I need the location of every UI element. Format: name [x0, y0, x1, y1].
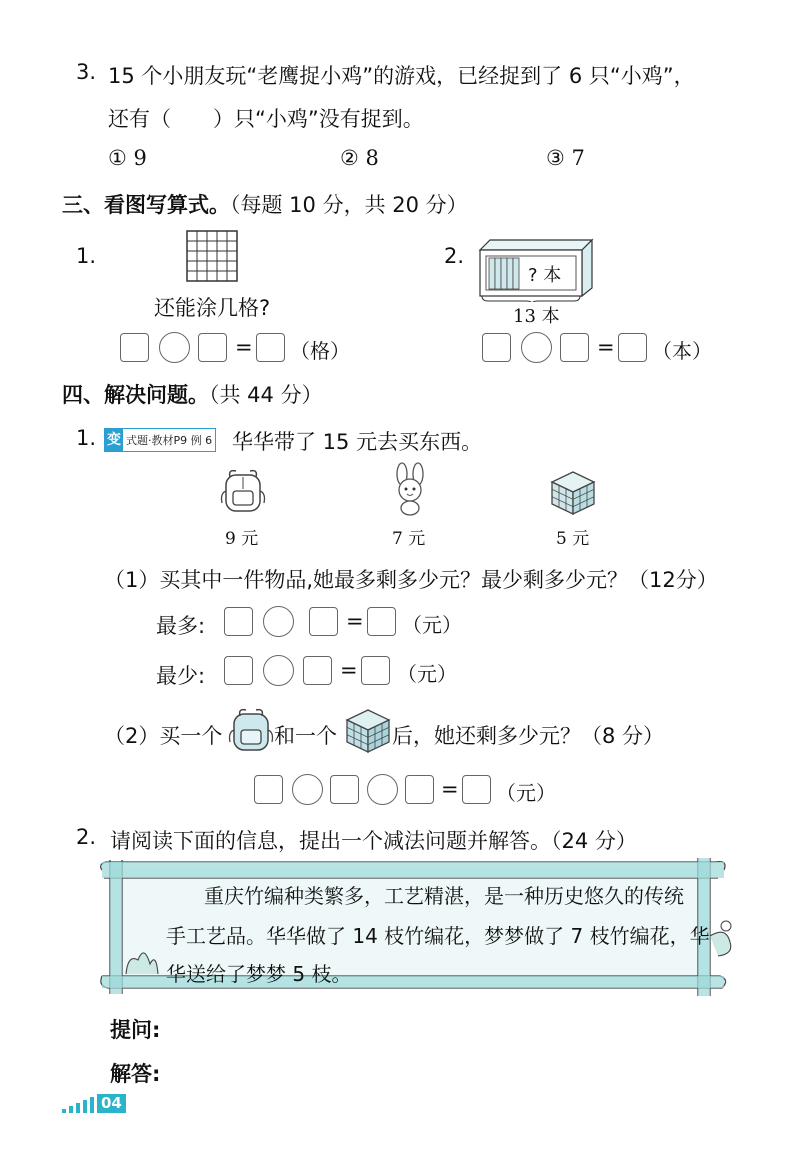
least-unit: （元） [397, 662, 457, 686]
grid-figure [186, 230, 238, 282]
s4-p1-sub2-b: 和一个 [274, 724, 337, 748]
price-rabbit: 7 元 [392, 529, 426, 549]
rabbit-toy-icon [388, 462, 432, 516]
s4-p1-intro: 华华带了 15 元去买东西。 [232, 430, 483, 454]
answer-box[interactable] [309, 607, 338, 636]
q3-option-2[interactable]: ② 8 [340, 146, 379, 170]
section4-score: （共 44 分） [209, 383, 323, 407]
price-backpack: 9 元 [225, 529, 259, 549]
s3-p2-total: 13 本 [513, 306, 560, 327]
equals-sign: = [441, 777, 459, 801]
s4-p1-sub2-a: （2）买一个 [104, 724, 223, 748]
backpack-icon [218, 467, 268, 515]
answer-box[interactable] [254, 775, 283, 804]
most-unit: （元） [402, 613, 462, 637]
operator-circle[interactable] [367, 774, 398, 805]
operator-circle[interactable] [263, 655, 294, 686]
answer-box[interactable] [462, 775, 491, 804]
answer-box[interactable] [367, 607, 396, 636]
rubiks-cube-icon [550, 470, 596, 516]
q3-line1: 15 个小朋友玩“老鹰捉小鸡”的游戏，已经捉到了 6 只“小鸡”， [108, 64, 695, 88]
page-number: 04 [97, 1094, 126, 1113]
least-label: 最少: [156, 664, 206, 688]
operator-circle[interactable] [159, 332, 190, 363]
s4-p2-number: 2. [76, 825, 97, 849]
s3-p2-book-label: ? 本 [528, 265, 562, 286]
page-number-badge [62, 1094, 126, 1113]
info-line-1: 重庆竹编种类繁多，工艺精湛，是一种历史悠久的传统 [204, 884, 684, 908]
q3-option-1[interactable]: ① 9 [108, 146, 147, 170]
q3-line2: 还有（ ）只“小鸡”没有捉到。 [108, 107, 424, 131]
backpack-icon [228, 706, 274, 754]
equals-sign: = [597, 335, 615, 359]
operator-circle[interactable] [263, 606, 294, 637]
answer-label: 解答: [110, 1062, 161, 1086]
info-line-2: 手工艺品。华华做了 14 枝竹编花，梦梦做了 7 枝竹编花，华 [166, 924, 710, 948]
answer-box[interactable] [405, 775, 434, 804]
s4-p1-sub1: （1）买其中一件物品,她最多剩多少元？最少剩多少元？（12分） [104, 568, 718, 592]
answer-box[interactable] [361, 656, 390, 685]
answer-box[interactable] [560, 333, 589, 362]
section3-title: 三、看图写算式。 [62, 193, 230, 217]
equals-sign: = [340, 658, 358, 682]
s4-p2-prompt: 请阅读下面的信息，提出一个减法问题并解答。（24 分） [110, 829, 637, 853]
s3-p2-unit: （本） [652, 339, 712, 363]
tag-variant: 变 [105, 429, 123, 451]
s3-p1-unit: （格） [290, 339, 350, 363]
answer-box[interactable] [303, 656, 332, 685]
s3-p1-question: 还能涂几格? [154, 296, 271, 320]
q3-option-3[interactable]: ③ 7 [546, 146, 585, 170]
answer-box[interactable] [224, 656, 253, 685]
info-line-3: 华送给了梦梦 5 枝。 [166, 962, 352, 986]
answer-box[interactable] [618, 333, 647, 362]
answer-box[interactable] [198, 333, 227, 362]
s4-p1-number: 1. [76, 426, 97, 450]
q3-number: 3. [76, 60, 97, 84]
sub2-unit: （元） [496, 781, 556, 805]
answer-box[interactable] [482, 333, 511, 362]
s3-p1-number: 1. [76, 244, 97, 268]
answer-box[interactable] [330, 775, 359, 804]
answer-box[interactable] [120, 333, 149, 362]
price-cube: 5 元 [556, 529, 590, 549]
section3-score: （每题 10 分，共 20 分） [230, 193, 468, 217]
equals-sign: = [235, 335, 253, 359]
answer-box[interactable] [256, 333, 285, 362]
most-label: 最多: [156, 614, 206, 638]
rubiks-cube-icon [345, 708, 391, 754]
ask-label: 提问: [110, 1018, 161, 1042]
section4-title: 四、解决问题。 [62, 383, 209, 407]
operator-circle[interactable] [521, 332, 552, 363]
equals-sign: = [346, 609, 364, 633]
answer-box[interactable] [224, 607, 253, 636]
s3-p2-number: 2. [444, 244, 465, 268]
s4-p1-sub2-c: 后，她还剩多少元？（8 分） [392, 724, 665, 748]
operator-circle[interactable] [292, 774, 323, 805]
tag-source: 式题·教材P9 例 6 [126, 434, 213, 447]
textbook-tag [104, 428, 216, 452]
